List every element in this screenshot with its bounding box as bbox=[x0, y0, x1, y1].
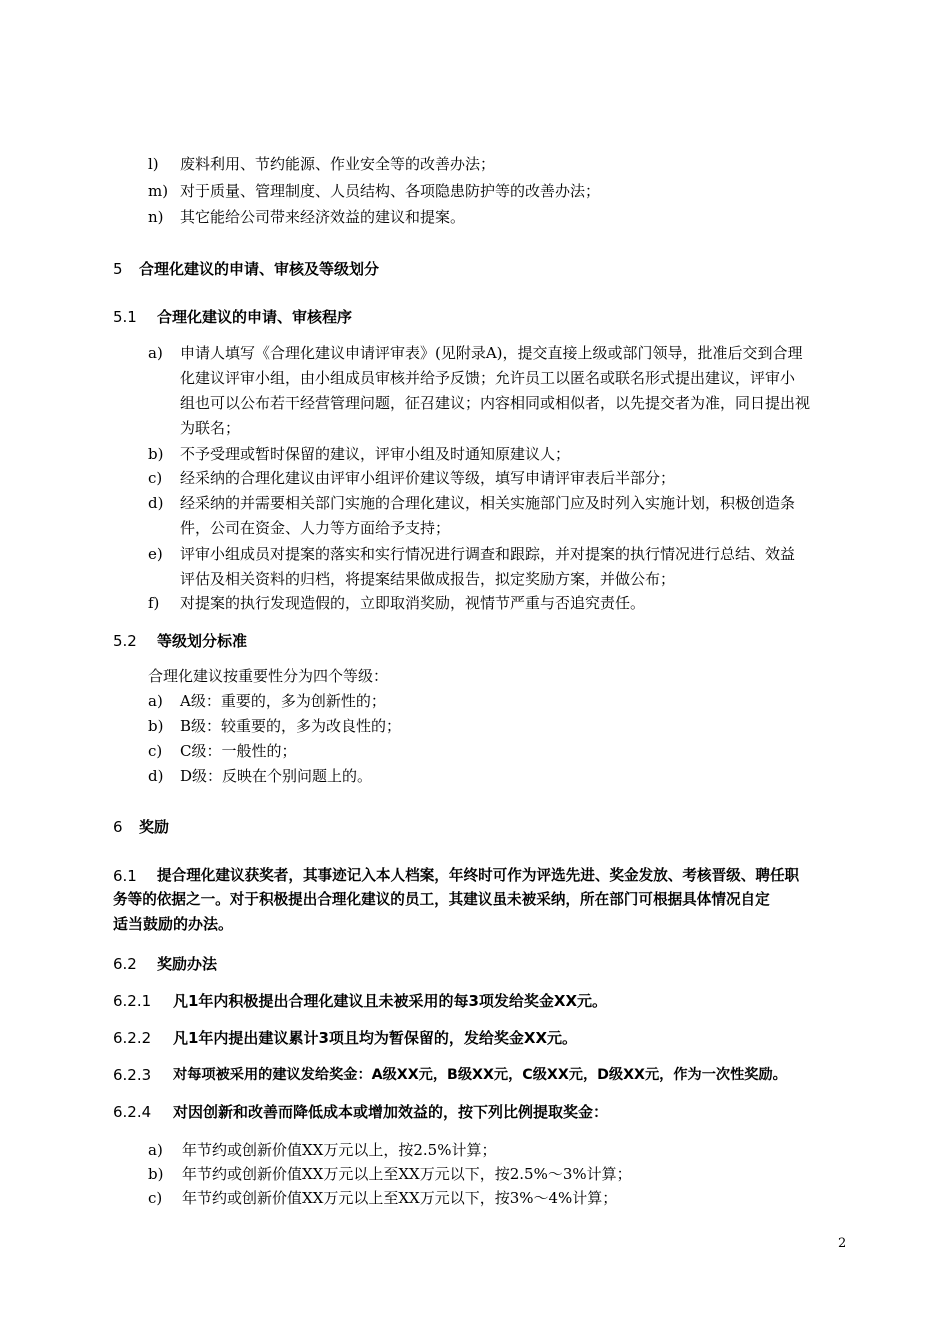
list-text-line: 经采纳的并需要相关部门实施的合理化建议，相关实施部门应及时列入实施计划，积极创造条 bbox=[180, 494, 796, 512]
list-label: a) bbox=[148, 1141, 163, 1159]
section-title: 奖励 bbox=[139, 818, 170, 836]
section-number: 5.1 bbox=[113, 308, 137, 326]
list-text-line: 经采纳的合理化建议由评审小组评价建议等级，填写申请评审表后半部分； bbox=[180, 469, 676, 487]
section-title: 合理化建议的申请、审核及等级划分 bbox=[139, 260, 380, 278]
list-text-line: 对提案的执行发现造假的，立即取消奖励，视情节严重与否追究责任。 bbox=[180, 594, 646, 612]
list-text: 年节约或创新价值XX万元以上至XX万元以下，按2.5%～3%计算； bbox=[182, 1165, 632, 1183]
list-text-line: 评审小组成员对提案的落实和实行情况进行调查和跟踪，并对提案的执行情况进行总结、效益 bbox=[180, 545, 796, 563]
list-label: c) bbox=[148, 1189, 163, 1207]
section-number: 6.2.2 bbox=[113, 1029, 152, 1047]
list-label: f) bbox=[148, 594, 160, 612]
section-text: 对每项被采用的建议发给奖金：A级XX元，B级XX元，C级XX元，D级XX元，作为一次性奖励。 bbox=[173, 1067, 787, 1083]
list-label: c) bbox=[148, 742, 163, 760]
list-text: B级：较重要的，多为改良性的； bbox=[180, 717, 402, 735]
list-text-line: 件，公司在资金、人力等方面给予支持； bbox=[180, 519, 451, 537]
section-number: 6.2.4 bbox=[113, 1103, 152, 1121]
list-text-line: 评估及相关资料的归档，将提案结果做成报告，拟定奖励方案，并做公布； bbox=[180, 570, 676, 588]
section-number: 6 bbox=[113, 818, 123, 836]
paragraph-line: 务等的依据之一。对于积极提出合理化建议的员工，其建议虽未被采纳，所在部门可根据具体情况自定 bbox=[113, 891, 770, 908]
list-label: d) bbox=[148, 767, 164, 785]
list-label: b) bbox=[148, 1165, 164, 1183]
paragraph-line: 适当鼓励的办法。 bbox=[113, 915, 234, 933]
list-text-line: 申请人填写《合理化建议申请评审表》(见附录A)，提交直接上级或部门领导，批准后交到合理 bbox=[180, 344, 803, 362]
list-text: 对于质量、管理制度、人员结构、各项隐患防护等的改善办法； bbox=[180, 182, 601, 200]
list-label: l) bbox=[148, 155, 159, 173]
list-text: D级：反映在个别问题上的。 bbox=[180, 767, 373, 785]
list-text: 年节约或创新价值XX万元以上至XX万元以下，按3%～4%计算； bbox=[182, 1189, 618, 1207]
list-label: n) bbox=[148, 208, 164, 226]
page-number: 2 bbox=[838, 1236, 847, 1251]
list-text: 其它能给公司带来经济效益的建议和提案。 bbox=[180, 208, 466, 226]
section-text: 凡1年内提出建议累计3项且均为暂保留的，发给奖金XX元。 bbox=[173, 1029, 578, 1047]
section-number: 6.2 bbox=[113, 955, 137, 973]
list-label: b) bbox=[148, 717, 164, 735]
section-number: 5.2 bbox=[113, 632, 137, 650]
list-label: e) bbox=[148, 545, 163, 563]
section-number: 6.2.1 bbox=[113, 992, 152, 1010]
section-text: 对因创新和改善而降低成本或增加效益的，按下列比例提取奖金： bbox=[173, 1103, 609, 1121]
section-number: 6.2.3 bbox=[113, 1066, 152, 1084]
list-label: m) bbox=[148, 182, 169, 200]
list-text: 废料利用、节约能源、作业安全等的改善办法； bbox=[180, 155, 496, 173]
paragraph-line: 提合理化建议获奖者，其事迹记入本人档案，年终时可作为评选先进、奖金发放、考核晋级、聘任职 bbox=[157, 867, 800, 884]
list-label: c) bbox=[148, 469, 163, 487]
list-label: b) bbox=[148, 445, 164, 463]
grade-intro: 合理化建议按重要性分为四个等级： bbox=[148, 667, 389, 685]
list-label: d) bbox=[148, 494, 164, 512]
list-text: A级：重要的，多为创新性的； bbox=[180, 692, 386, 710]
section-title: 合理化建议的申请、审核程序 bbox=[157, 308, 353, 326]
section-title: 等级划分标准 bbox=[157, 632, 248, 650]
list-text-line: 为联名； bbox=[180, 419, 241, 437]
section-number: 6.1 bbox=[113, 867, 137, 885]
list-text: C级：一般性的； bbox=[180, 742, 297, 760]
section-number: 5 bbox=[113, 260, 123, 278]
list-text-line: 组也可以公布若干经营管理问题，征召建议；内容相同或相似者，以先提交者为准，同日提出视 bbox=[180, 394, 811, 412]
list-text: 年节约或创新价值XX万元以上，按2.5%计算； bbox=[182, 1141, 497, 1159]
section-title: 奖励办法 bbox=[157, 955, 218, 973]
list-label: a) bbox=[148, 692, 163, 710]
list-text-line: 化建议评审小组，由小组成员审核并给予反馈；允许员工以匿名或联名形式提出建议，评审小 bbox=[180, 369, 796, 387]
list-text-line: 不予受理或暂时保留的建议，评审小组及时通知原建议人； bbox=[180, 445, 571, 463]
list-label: a) bbox=[148, 344, 163, 362]
section-text: 凡1年内积极提出合理化建议且未被采用的每3项发给奖金XX元。 bbox=[173, 992, 608, 1010]
